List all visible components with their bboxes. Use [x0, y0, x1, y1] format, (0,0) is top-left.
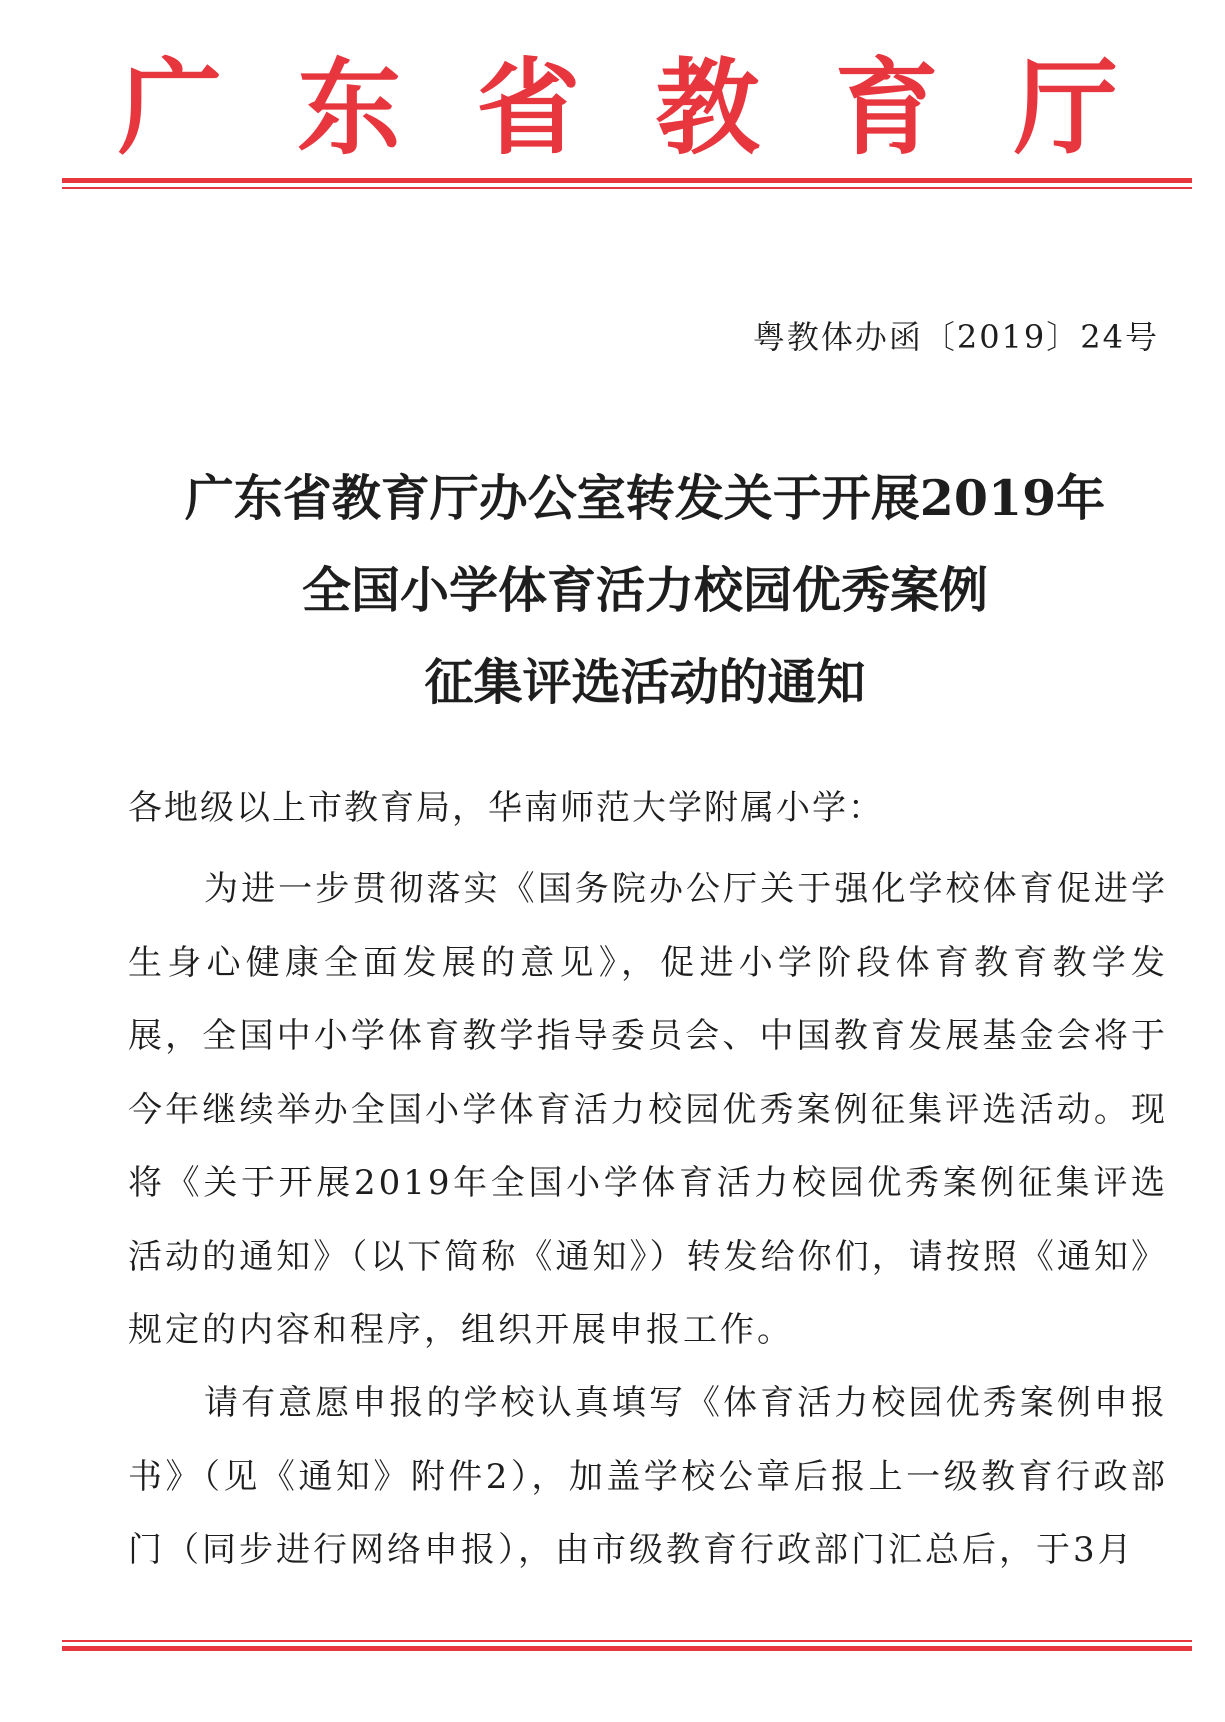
masthead-char: 东: [297, 47, 402, 169]
document-title: [90, 452, 1200, 728]
title-line: 广东省教育厅办公室转发关于开展2019年: [184, 469, 1106, 527]
title-line: 全国小学体育活力校园优秀案例: [301, 561, 988, 619]
masthead-char: 广: [118, 47, 223, 169]
org-masthead: [118, 48, 1118, 168]
header-rule-thin: [62, 187, 1192, 189]
masthead-char: 育: [834, 47, 939, 169]
masthead-char: 厅: [1013, 47, 1118, 169]
header-rule-thick: [62, 178, 1192, 183]
footer-rule-thick: [62, 1646, 1192, 1651]
body-paragraph: 请有意愿申报的学校认真填写《体育活力校园优秀案例申报书》（见《通知》附件2），加盖学校公章后报上一级教育行政部门（同步进行网络申报），由市级教育行政部门汇总后，于3月: [128, 1383, 1168, 1570]
title-line: 征集评选活动的通知: [424, 653, 866, 711]
masthead-char: 省: [476, 47, 581, 169]
addressee: 各地级以上市教育局，华南师范大学附属小学：: [128, 788, 884, 828]
body-paragraph: 为进一步贯彻落实《国务院办公厅关于强化学校体育促进学生身心健康全面发展的意见》，促进小学阶段体育教育教学发展，全国中小学体育教学指导委员会、中国教育发展基金会将于今年继续举办全国小学体育活力校园优秀案例征集评选活动。现将《关于开展2019年全国小学体育活力校园优秀案例征集评选活动的通知》（以下简称《通知》）转发给你们，请按照《通知》规定的内容和程序，组织开展申报工作。: [128, 869, 1168, 1350]
doc-number: 粤教体办函〔2019〕24号: [752, 318, 1159, 356]
footer-rule-thin: [62, 1640, 1192, 1642]
masthead-char: 教: [655, 47, 760, 169]
